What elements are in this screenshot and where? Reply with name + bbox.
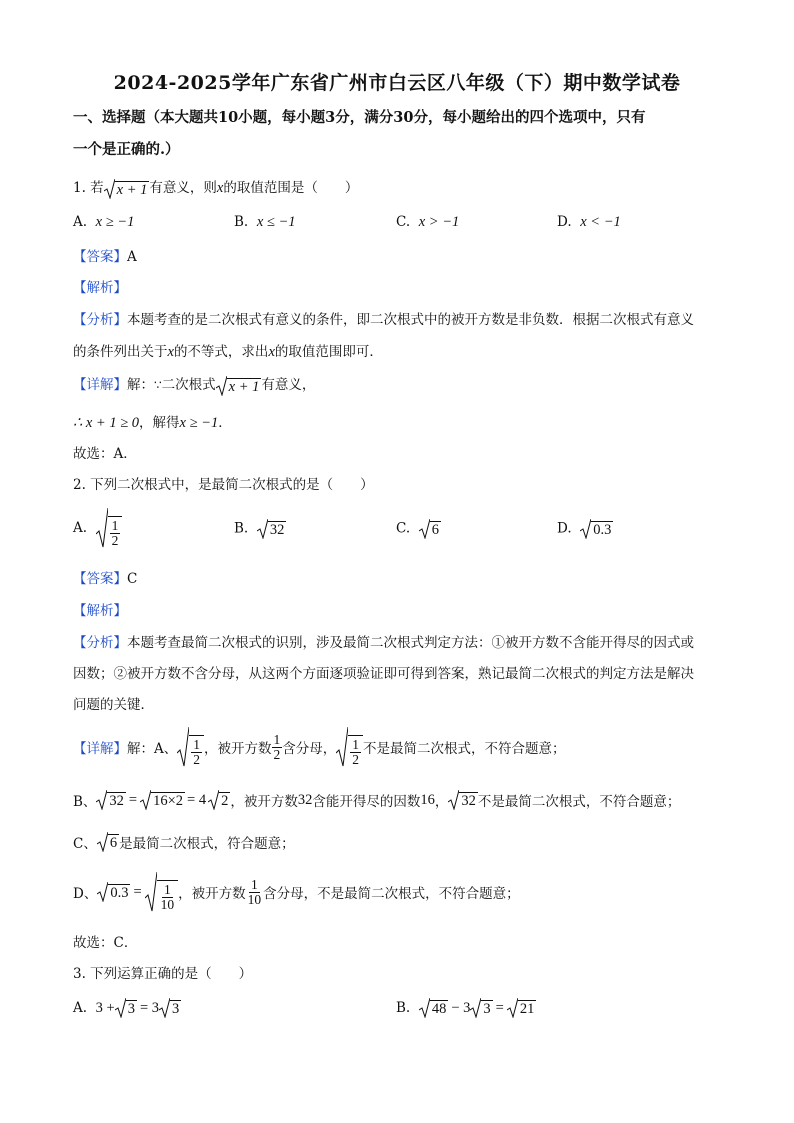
- numerator: 1: [273, 731, 281, 747]
- radicand: 32: [109, 793, 124, 809]
- answer-value: C: [127, 571, 138, 587]
- option-expr: x < −1: [580, 214, 621, 230]
- fenxi-text: 的取值范围即可．: [274, 344, 383, 360]
- denominator: 10: [160, 897, 175, 912]
- question-1-stem: [73, 176, 358, 199]
- math-expr: ∴ x + 1 ≥ 0: [73, 415, 140, 431]
- option-letter: A.: [73, 214, 88, 230]
- section-heading: [73, 102, 733, 166]
- sqrt-expression: [419, 998, 449, 1018]
- q1-option-c: [396, 214, 459, 231]
- numerator: 1: [164, 882, 171, 897]
- sqrt-expression: [96, 790, 126, 810]
- radicand: 3: [127, 1001, 135, 1017]
- math-expr: − 3: [451, 999, 471, 1016]
- q2-answer: [73, 567, 137, 587]
- variable: x: [268, 344, 275, 360]
- fenxi-text: 的不等式，求出: [173, 344, 269, 360]
- sqrt-expression: [507, 998, 537, 1018]
- denominator: 2: [111, 533, 119, 548]
- q1-option-d: [557, 214, 621, 231]
- number: 32: [297, 791, 313, 808]
- xiangjie-text: 是最简二次根式，符合题意；: [119, 836, 295, 852]
- xiangjie-text: 不是最简二次根式，不符合题意；: [477, 794, 681, 810]
- sqrt-expression: [97, 882, 130, 902]
- q2-option-c: [396, 519, 441, 539]
- sqrt-fraction: [96, 508, 123, 548]
- xiangjie-text: ，被开方数: [230, 794, 298, 810]
- numerator: 1: [193, 737, 200, 752]
- number: 16: [420, 791, 435, 808]
- option-letter: B.: [234, 214, 249, 230]
- q2-xiangjie-a: [73, 727, 566, 767]
- xiangjie-text: ，解得: [139, 415, 180, 431]
- sqrt-expression: [257, 519, 287, 539]
- radicand: 0.3: [593, 522, 612, 538]
- xiangjie-text: 二次根式: [161, 377, 216, 393]
- equals: =: [495, 999, 504, 1016]
- option-letter: A.: [73, 1000, 88, 1016]
- xiangjie-text: 解：: [127, 377, 154, 393]
- option-letter: B.: [396, 1000, 411, 1016]
- q1-option-a: [73, 214, 134, 231]
- sqrt-expression: [104, 179, 150, 199]
- page-title: 2024-2025学年广东省广州市白云区八年级（下）期中数学试卷: [113, 72, 681, 94]
- xiangjie-text: ，: [434, 794, 449, 810]
- sqrt-expression: [448, 790, 478, 810]
- radicand: x + 1: [116, 181, 148, 198]
- q1-jiexi: [73, 276, 127, 296]
- numerator: 1: [352, 737, 359, 752]
- radicand: 3: [483, 1001, 491, 1017]
- denominator: 2: [352, 752, 359, 767]
- xiangjie-text: C、: [73, 836, 97, 852]
- q1-suffix-b: 的取值范围是（ ）: [223, 180, 359, 196]
- option-letter: B.: [234, 520, 249, 537]
- sqrt-expression: [419, 519, 441, 539]
- radicand: 2: [221, 793, 229, 809]
- fenxi-text: 本题考查最简二次根式的识别，涉及最简二次根式判定方法：①被开方数不含能开得尽的因式或: [127, 635, 694, 651]
- option-expr: x > −1: [418, 214, 460, 230]
- q3-option-b: [396, 998, 536, 1018]
- q1-xiangjie-line2: [73, 411, 232, 432]
- sqrt-expression: [216, 376, 262, 396]
- radicand: 3: [172, 1001, 180, 1017]
- xiangjie-text: ，被开方数: [204, 741, 272, 757]
- answer-label: 【答案】: [73, 249, 127, 265]
- math-expr: = 4: [187, 791, 207, 808]
- xiangjie-text: 含分母，: [282, 741, 337, 757]
- fenxi-label: 【分析】: [73, 635, 127, 651]
- math-expr: x ≥ −1: [179, 415, 219, 431]
- denominator: 10: [247, 891, 262, 907]
- xiangjie-text: 有意义，: [261, 377, 316, 393]
- radicand: 16×2: [153, 793, 184, 809]
- q1-guxuan: 故选：A．: [73, 446, 137, 462]
- xiangjie-label: 【详解】: [73, 741, 127, 757]
- q1-option-b: [234, 214, 296, 231]
- answer-value: A: [127, 249, 137, 265]
- numerator: 1: [111, 518, 119, 533]
- question-2-stem: 2. 下列二次根式中，是最简二次根式的是（ ）: [73, 477, 374, 493]
- q1-prefix: 1. 若: [73, 180, 104, 196]
- q2-guxuan: 故选：C．: [73, 935, 138, 951]
- q2-fenxi-line3: 问题的关键．: [73, 697, 154, 713]
- q2-xiangjie-b: [73, 790, 680, 810]
- variable: x: [167, 344, 174, 360]
- xiangjie-label: 【详解】: [73, 377, 127, 393]
- xiangjie-text: B、: [73, 794, 97, 810]
- fenxi-label: 【分析】: [73, 312, 127, 328]
- option-letter: C.: [396, 520, 411, 537]
- option-letter: D.: [557, 214, 572, 230]
- sqrt-expression: [115, 998, 137, 1018]
- radicand: 32: [269, 522, 285, 538]
- xiangjie-text: ，被开方数: [178, 886, 246, 902]
- radicand: 6: [109, 835, 118, 851]
- option-letter: C.: [396, 214, 411, 230]
- q2-fenxi-line2: 因数；②被开方数不含分母，从这两个方面逐项验证即可得到答案，熟记最简二次根式的判定方法是解决: [73, 666, 694, 682]
- option-expr: x ≥ −1: [95, 214, 135, 230]
- q1-answer: [73, 245, 137, 265]
- q1-fenxi-line2: [73, 340, 383, 361]
- option-letter: D.: [557, 520, 572, 537]
- q2-xiangjie-d: [73, 872, 520, 912]
- q2-option-b: [234, 519, 286, 539]
- radicand: 0.3: [110, 885, 129, 901]
- q1-xiangjie-line1: [73, 373, 315, 396]
- xiangjie-text: 不是最简二次根式，不符合题意；: [363, 741, 566, 757]
- q2-fenxi-line1: [73, 631, 694, 651]
- jiexi-label: 【解析】: [73, 280, 127, 296]
- q1-fenxi-line1: [73, 308, 694, 328]
- denominator: 2: [273, 746, 281, 762]
- xiangjie-text: ．: [218, 415, 232, 431]
- sqrt-expression: [580, 519, 613, 539]
- answer-label: 【答案】: [73, 571, 127, 587]
- radicand: 6: [431, 522, 439, 538]
- denominator: 2: [193, 752, 200, 767]
- fraction: [246, 878, 264, 907]
- xiangjie-text: 解：A、: [127, 741, 178, 757]
- fraction: [272, 733, 283, 762]
- equals: =: [133, 883, 142, 900]
- section-heading-line1: 一、选择题（本大题共10小题，每小题3分，满分30分，每小题给出的四个选项中，只有: [73, 109, 646, 126]
- q2-xiangjie-c: [73, 832, 295, 852]
- math-expr: 3 +: [95, 999, 115, 1016]
- fenxi-text: 本题考查的是二次根式有意义的条件，即二次根式中的被开方数是非负数．根据二次根式有意义: [127, 312, 694, 328]
- equals: =: [128, 791, 138, 808]
- sqrt-expression: [470, 998, 492, 1018]
- q2-jiexi: [73, 599, 127, 619]
- sqrt-fraction: [336, 727, 363, 767]
- variable: x: [216, 180, 224, 196]
- xiangjie-text: 含分母，不是最简二次根式，不符合题意；: [263, 886, 520, 902]
- q2-option-d: [557, 519, 613, 539]
- math-expr: = 3: [139, 999, 160, 1016]
- section-heading-line2: 一个是正确的.）: [73, 141, 180, 158]
- sqrt-fraction: [177, 727, 204, 767]
- sqrt-fraction: [145, 872, 179, 912]
- fenxi-text: 的条件列出关于: [73, 344, 168, 360]
- xiangjie-text: D、: [73, 886, 98, 902]
- radicand: 21: [519, 1001, 535, 1017]
- sqrt-expression: [97, 832, 119, 852]
- sqrt-expression: [159, 998, 181, 1018]
- xiangjie-text: 含能开得尽的因数: [312, 794, 421, 810]
- sqrt-expression: [208, 790, 230, 810]
- option-letter: A.: [73, 520, 88, 536]
- numerator: 1: [251, 876, 258, 892]
- jiexi-label: 【解析】: [73, 603, 127, 619]
- q2-option-a: [73, 508, 122, 548]
- radicand: x + 1: [228, 378, 260, 395]
- question-3-stem: 3. 下列运算正确的是（ ）: [73, 966, 253, 982]
- radicand: 48: [431, 1001, 447, 1017]
- option-expr: x ≤ −1: [256, 214, 296, 230]
- q3-option-a: [73, 998, 181, 1018]
- sqrt-expression: [140, 790, 185, 810]
- because-symbol: ∵: [154, 378, 162, 392]
- q1-suffix: 有意义，则: [149, 180, 217, 196]
- radicand: 32: [461, 793, 476, 809]
